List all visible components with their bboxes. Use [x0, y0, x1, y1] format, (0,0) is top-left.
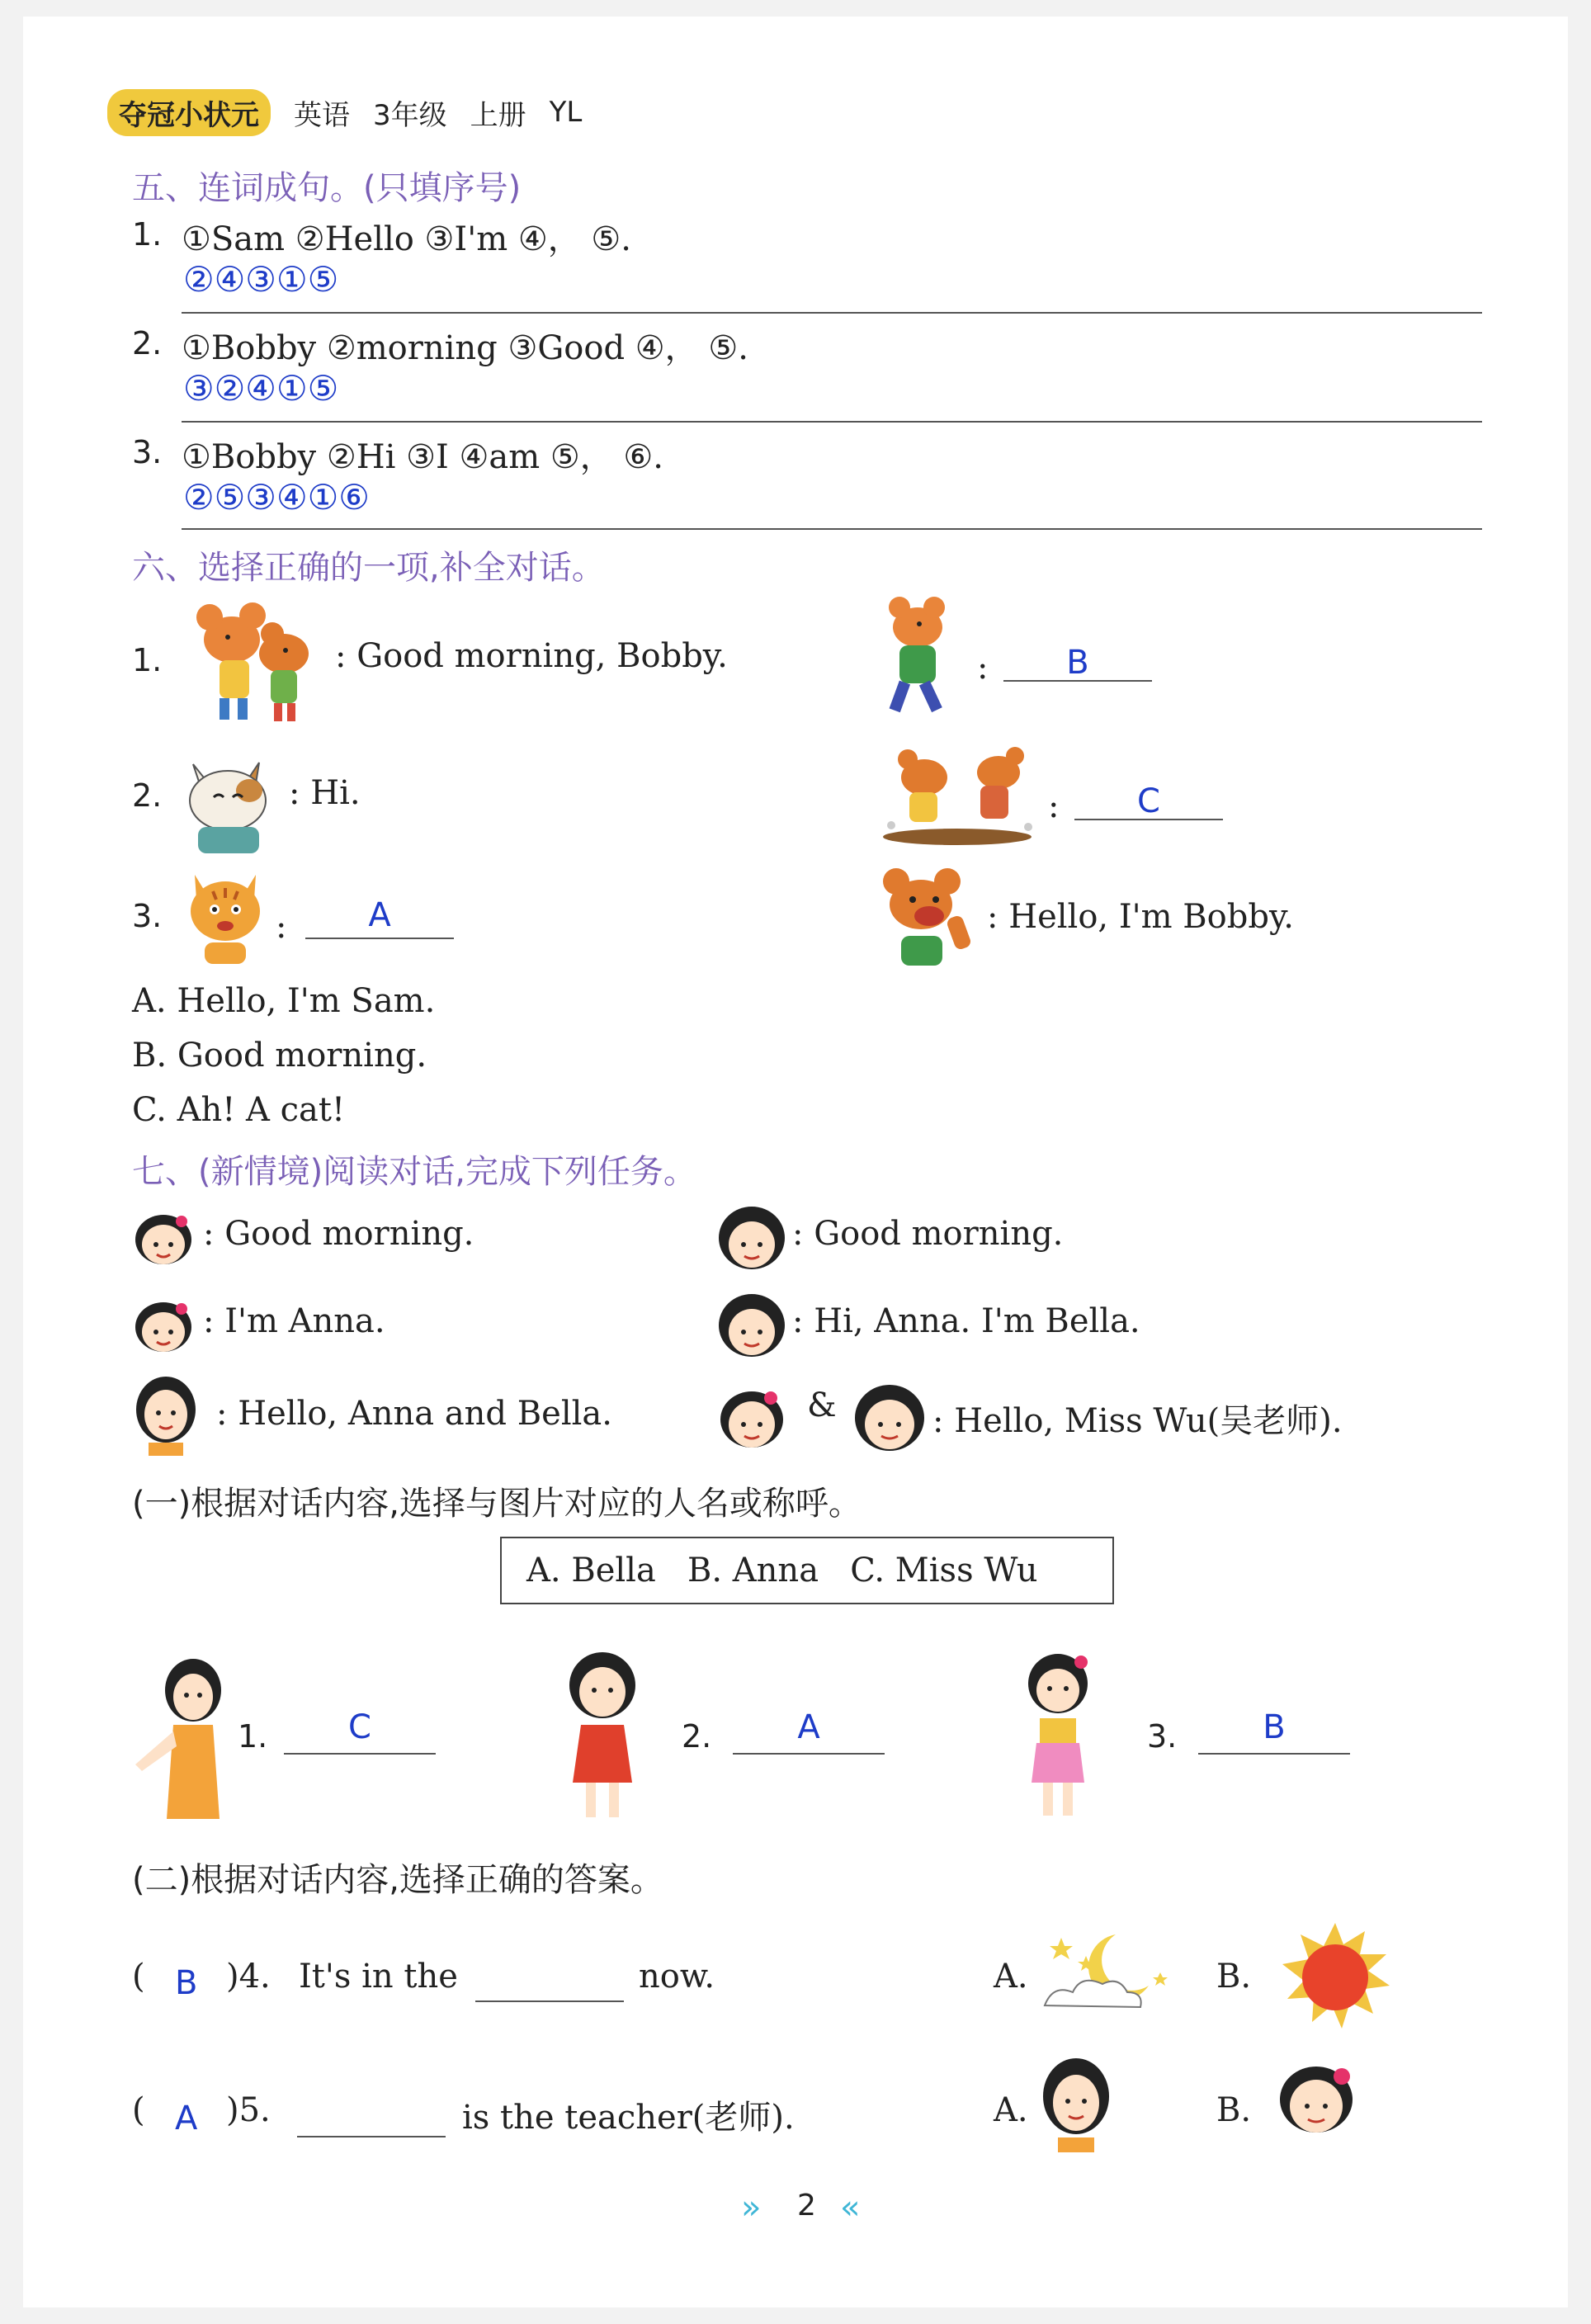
tiger-cat-icon	[180, 867, 271, 966]
sec6-q1-number: 1.	[132, 642, 163, 678]
sec6-q3-number: 3.	[132, 898, 163, 934]
subject-label: 英语	[294, 98, 350, 132]
part-1-title: (一)根据对话内容,选择与图片对应的人名或称呼。	[132, 1485, 862, 1523]
miss-wu-face-icon	[1036, 2055, 1116, 2154]
q4-text-start: It's in the	[299, 1958, 458, 1996]
bella-face-icon	[715, 1203, 789, 1274]
q5-answer: A	[175, 2100, 198, 2137]
answer-line	[182, 528, 1482, 530]
sec5-q1-answer: ②④③①⑤	[183, 259, 339, 300]
sec6-q2-blank	[1074, 782, 1223, 820]
section-6-title: 六、选择正确的一项,补全对话。	[132, 549, 605, 587]
part1-q3-answer: B	[1263, 1708, 1286, 1746]
answer-line	[182, 421, 1482, 423]
sec6-q3-blank	[305, 896, 454, 939]
bella-face-icon	[715, 1291, 789, 1362]
bobby-mouse-icon	[871, 867, 979, 969]
sec5-q2-words: ①Bobby ②morning ③Good ④， ⑤.	[182, 329, 748, 367]
page-header	[107, 91, 582, 134]
dialog-line-1-left: : Good morning.	[203, 1215, 474, 1253]
dialog-line-3-left: : Hello, Anna and Bella.	[216, 1395, 612, 1433]
sec6-option-a: A. Hello, I'm Sam.	[132, 982, 436, 1020]
footer-chevron-right: «	[840, 2189, 861, 2227]
sec5-q3-number: 3.	[132, 434, 163, 470]
q4-option-b-label: B.	[1216, 1958, 1252, 1996]
anna-face-icon	[1271, 2063, 1362, 2137]
part1-q1-number: 1.	[238, 1718, 268, 1755]
sec5-q1-words: ①Sam ②Hello ③I'm ④， ⑤.	[182, 220, 631, 258]
mice-running-icon	[875, 744, 1040, 852]
cat-icon	[177, 748, 284, 855]
sec6-q2-number: 2.	[132, 777, 163, 814]
bella-face-icon	[850, 1382, 929, 1456]
sun-icon	[1277, 1920, 1393, 2035]
dialog-line-2-right: : Hi, Anna. I'm Bella.	[792, 1302, 1140, 1340]
q5-option-a-label: A.	[994, 2091, 1028, 2129]
sec6-q2-colon: :	[1048, 787, 1060, 825]
q5-close-paren: )5.	[226, 2091, 271, 2129]
part1-q2-answer: A	[797, 1708, 820, 1746]
q5-text: is the teacher(老师).	[462, 2099, 795, 2137]
part1-q1-blank	[284, 1708, 436, 1755]
brand-badge: 夺冠小状元	[107, 89, 271, 136]
miss-wu-figure-icon	[127, 1657, 234, 1822]
sec6-q2-dialog: : Hi.	[289, 774, 361, 812]
sec5-q3-words: ①Bobby ②Hi ③I ④am ⑤， ⑥.	[182, 438, 663, 476]
sec6-q3-colon: :	[276, 908, 287, 946]
sec6-q1-colon: :	[977, 649, 989, 687]
dialog-line-3-right: : Hello, Miss Wu(吴老师).	[932, 1402, 1343, 1440]
anna-figure-icon	[1008, 1651, 1107, 1824]
sec6-q2-answer: C	[1137, 782, 1160, 820]
sec5-q1-number: 1.	[132, 216, 163, 253]
q4-blank	[475, 1964, 624, 2002]
sec6-q1-blank	[1003, 644, 1152, 682]
sec5-q2-number: 2.	[132, 325, 163, 361]
dialog-line-1-right: : Good morning.	[792, 1215, 1064, 1253]
q4-open-paren: (	[132, 1958, 145, 1996]
moon-stars-icon	[1036, 1923, 1177, 2030]
q4-option-a-label: A.	[994, 1958, 1028, 1996]
dialog-line-2-left: : I'm Anna.	[203, 1302, 385, 1340]
sec5-q3-answer: ②⑤③④①⑥	[183, 477, 370, 517]
anna-face-icon	[130, 1210, 196, 1268]
part1-q2-number: 2.	[682, 1718, 712, 1755]
sec5-q2-answer: ③②④①⑤	[183, 368, 339, 409]
sec6-q3-dialog: : Hello, I'm Bobby.	[987, 898, 1294, 936]
part-2-title: (二)根据对话内容,选择正确的答案。	[132, 1861, 663, 1899]
sec6-q1-answer: B	[1066, 644, 1089, 682]
answer-line	[182, 312, 1482, 314]
part1-q1-answer: C	[348, 1708, 371, 1746]
sec6-q3-answer: A	[368, 896, 391, 934]
q4-close-paren: )4.	[226, 1958, 271, 1996]
sec6-option-b: B. Good morning.	[132, 1037, 427, 1075]
q4-text-end: now.	[639, 1958, 715, 1996]
grade-label: 3年级	[373, 98, 447, 132]
part1-q3-blank	[1198, 1708, 1350, 1755]
q5-open-paren: (	[132, 2091, 145, 2129]
sec6-q1-dialog: : Good morning, Bobby.	[335, 637, 728, 675]
section-5-title: 五、连词成句。(只填序号)	[132, 169, 522, 207]
q5-blank	[297, 2100, 446, 2137]
miss-wu-face-icon	[130, 1373, 201, 1456]
running-mouse-icon	[875, 596, 974, 720]
part1-q3-number: 3.	[1147, 1718, 1178, 1755]
q5-option-b-label: B.	[1216, 2091, 1252, 2129]
volume-label: 上册	[470, 98, 526, 132]
part1-q2-blank	[733, 1708, 885, 1755]
footer-chevron-left: »	[741, 2189, 762, 2227]
edition-label: YL	[549, 96, 583, 129]
bella-figure-icon	[553, 1651, 652, 1824]
name-options-box: A. Bella B. Anna C. Miss Wu	[500, 1537, 1114, 1604]
section-7-title: 七、(新情境)阅读对话,完成下列任务。	[132, 1153, 696, 1191]
page-number: 2	[797, 2189, 816, 2222]
anna-face-icon	[130, 1297, 196, 1355]
two-mice-icon	[186, 602, 327, 726]
anna-face-icon	[715, 1386, 789, 1452]
dialog-ampersand: &	[807, 1386, 837, 1424]
q4-answer: B	[175, 1964, 198, 2002]
sec6-option-c: C. Ah! A cat!	[132, 1091, 346, 1129]
